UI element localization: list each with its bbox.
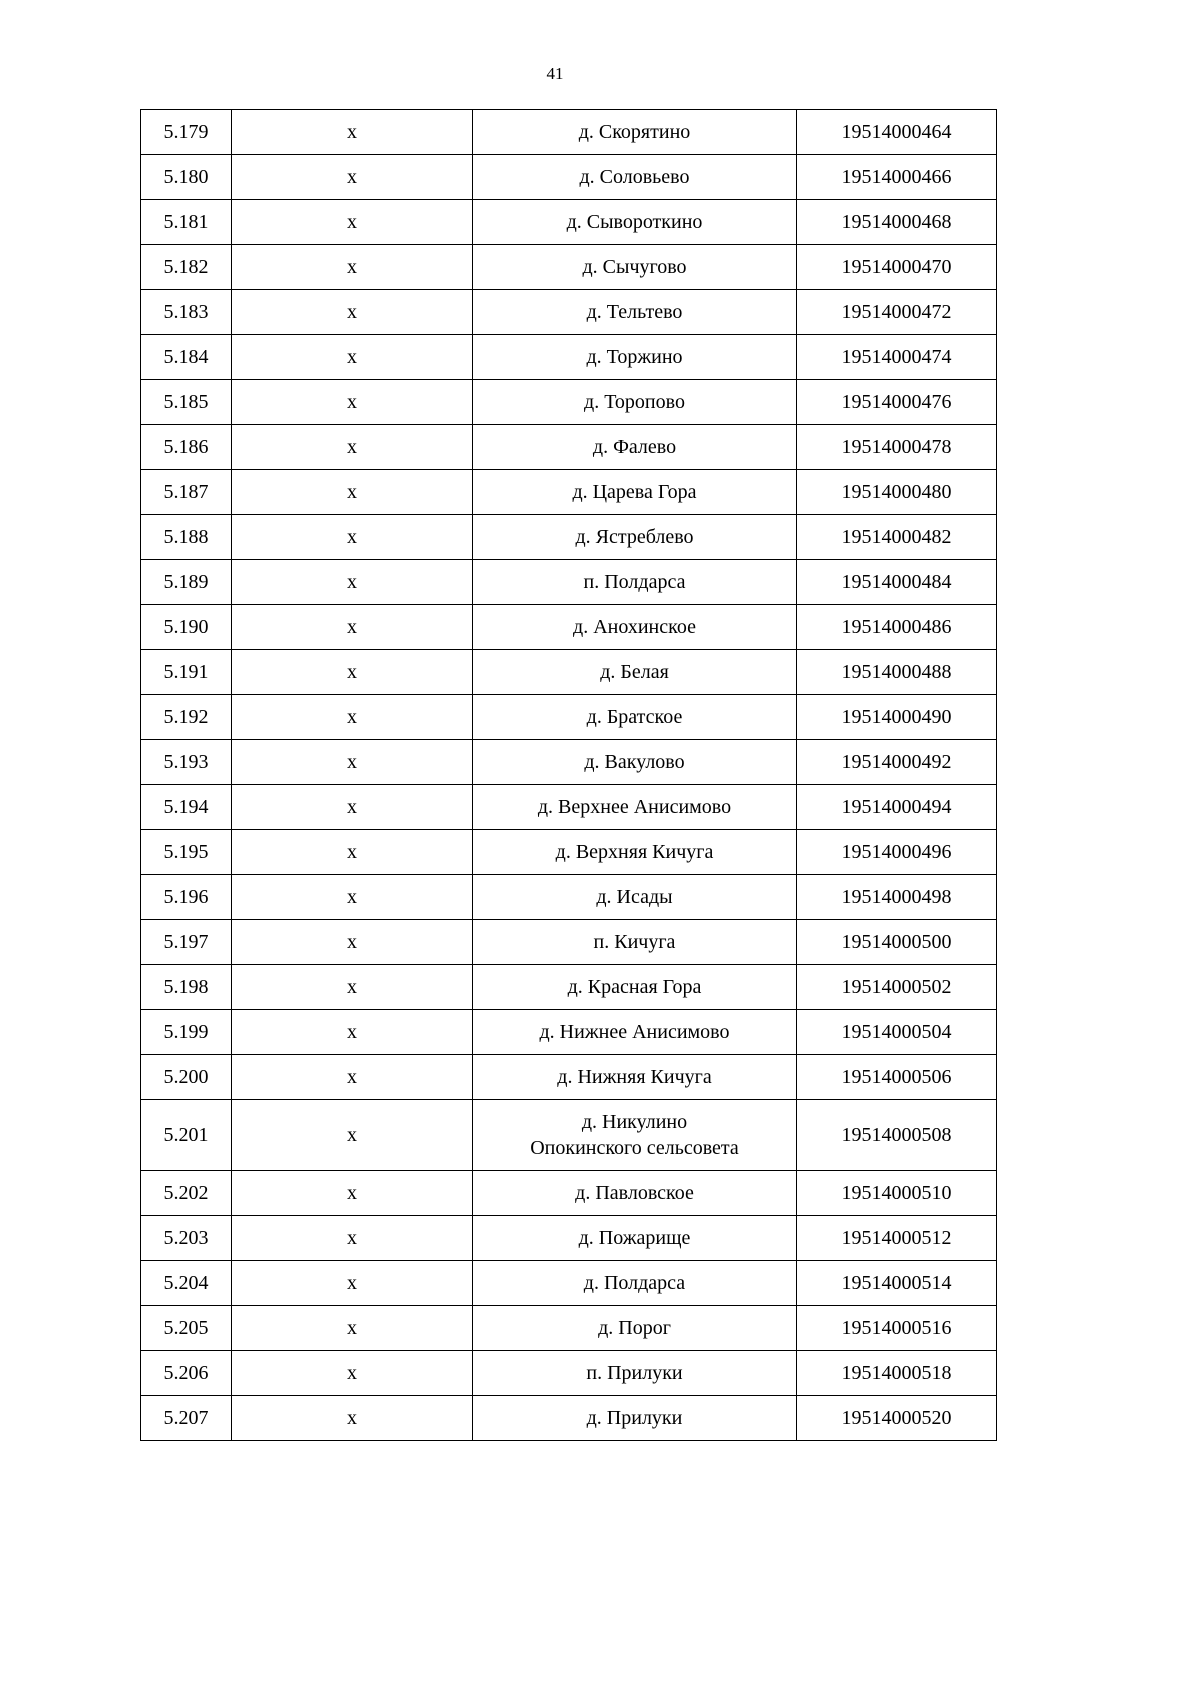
row-number-cell: 5.190: [141, 605, 232, 650]
oktmo-code-cell: 19514000498: [797, 875, 997, 920]
settlement-name-line: д. Павловское: [575, 1182, 694, 1204]
mark-cell: х: [232, 1216, 473, 1261]
mark-cell: х: [232, 1396, 473, 1441]
row-number-cell: 5.205: [141, 1306, 232, 1351]
settlement-name-cell: [473, 1306, 797, 1351]
row-number-cell: 5.184: [141, 335, 232, 380]
table-row: [141, 875, 997, 920]
settlement-name-cell: [473, 830, 797, 875]
mark-cell: х: [232, 560, 473, 605]
oktmo-code-cell: 19514000492: [797, 740, 997, 785]
row-number-cell: 5.189: [141, 560, 232, 605]
table-row: [141, 1055, 997, 1100]
settlement-name-cell: [473, 875, 797, 920]
table-row: [141, 695, 997, 740]
settlement-name-line: д. Фалево: [592, 436, 677, 458]
oktmo-code-cell: 19514000496: [797, 830, 997, 875]
settlement-name-cell: [473, 380, 797, 425]
row-number-cell: 5.179: [141, 110, 232, 155]
settlement-name-cell: [473, 245, 797, 290]
row-number-cell: 5.202: [141, 1171, 232, 1216]
settlement-name-line: д. Царева Гора: [572, 481, 697, 503]
settlement-name-cell: [473, 1351, 797, 1396]
table-row: [141, 335, 997, 380]
oktmo-code-cell: 19514000466: [797, 155, 997, 200]
oktmo-code-cell: 19514000486: [797, 605, 997, 650]
row-number-cell: 5.198: [141, 965, 232, 1010]
oktmo-code-cell: 19514000518: [797, 1351, 997, 1396]
table-row: [141, 200, 997, 245]
row-number-cell: 5.206: [141, 1351, 232, 1396]
mark-cell: х: [232, 1261, 473, 1306]
row-number-cell: 5.191: [141, 650, 232, 695]
oktmo-code-cell: 19514000474: [797, 335, 997, 380]
row-number-cell: 5.204: [141, 1261, 232, 1306]
settlement-name-cell: [473, 1396, 797, 1441]
row-number-cell: 5.183: [141, 290, 232, 335]
table-row: [141, 380, 997, 425]
settlement-name-cell: [473, 1216, 797, 1261]
settlement-name-line: д. Тельтево: [586, 301, 683, 323]
row-number-cell: 5.203: [141, 1216, 232, 1261]
oktmo-code-cell: 19514000464: [797, 110, 997, 155]
settlements-table: [140, 109, 997, 1441]
oktmo-code-cell: 19514000506: [797, 1055, 997, 1100]
settlement-name-line: Опокинского сельсовета: [530, 1137, 739, 1159]
settlement-name-line: п. Кичуга: [593, 931, 676, 953]
settlement-name-line: п. Прилуки: [586, 1362, 683, 1384]
row-number-cell: 5.186: [141, 425, 232, 470]
settlement-name-line: д. Соловьево: [579, 166, 690, 188]
oktmo-code-cell: 19514000508: [797, 1100, 997, 1171]
settlement-name-line: д. Сывороткино: [566, 211, 703, 233]
table-row: [141, 1306, 997, 1351]
oktmo-code-cell: 19514000502: [797, 965, 997, 1010]
mark-cell: х: [232, 965, 473, 1010]
oktmo-code-cell: 19514000500: [797, 920, 997, 965]
settlement-name-cell: [473, 425, 797, 470]
table-body: [141, 110, 997, 1441]
oktmo-code-cell: 19514000494: [797, 785, 997, 830]
table-row: [141, 425, 997, 470]
oktmo-code-cell: 19514000484: [797, 560, 997, 605]
row-number-cell: 5.185: [141, 380, 232, 425]
row-number-cell: 5.194: [141, 785, 232, 830]
table-row: [141, 1261, 997, 1306]
settlement-name-cell: [473, 965, 797, 1010]
row-number-cell: 5.201: [141, 1100, 232, 1171]
mark-cell: х: [232, 155, 473, 200]
settlement-name-cell: [473, 605, 797, 650]
mark-cell: х: [232, 920, 473, 965]
mark-cell: х: [232, 605, 473, 650]
mark-cell: х: [232, 875, 473, 920]
oktmo-code-cell: 19514000520: [797, 1396, 997, 1441]
settlement-name-cell: [473, 200, 797, 245]
settlement-name-line: д. Торопово: [584, 391, 685, 413]
mark-cell: х: [232, 200, 473, 245]
mark-cell: х: [232, 110, 473, 155]
table-row: [141, 290, 997, 335]
mark-cell: х: [232, 380, 473, 425]
table-row: [141, 470, 997, 515]
mark-cell: х: [232, 740, 473, 785]
table-row: [141, 560, 997, 605]
settlement-name-line: д. Скорятино: [578, 121, 691, 143]
settlement-name-cell: [473, 1100, 797, 1171]
row-number-cell: 5.187: [141, 470, 232, 515]
mark-cell: х: [232, 650, 473, 695]
table-row: [141, 1010, 997, 1055]
table-row: [141, 920, 997, 965]
settlement-name-line: д. Сычугово: [582, 256, 687, 278]
settlement-name-cell: [473, 515, 797, 560]
settlement-name-line: д. Полдарса: [583, 1272, 686, 1294]
table-row: [141, 785, 997, 830]
mark-cell: х: [232, 1010, 473, 1055]
settlement-name-cell: [473, 1010, 797, 1055]
settlement-name-cell: [473, 740, 797, 785]
table-row: [141, 245, 997, 290]
mark-cell: х: [232, 1171, 473, 1216]
settlement-name-cell: [473, 155, 797, 200]
row-number-cell: 5.180: [141, 155, 232, 200]
settlement-name-cell: [473, 1261, 797, 1306]
oktmo-code-cell: 19514000488: [797, 650, 997, 695]
oktmo-code-cell: 19514000516: [797, 1306, 997, 1351]
settlement-name-cell: [473, 650, 797, 695]
row-number-cell: 5.188: [141, 515, 232, 560]
mark-cell: х: [232, 1055, 473, 1100]
settlement-name-cell: [473, 1171, 797, 1216]
oktmo-code-cell: 19514000476: [797, 380, 997, 425]
oktmo-code-cell: 19514000478: [797, 425, 997, 470]
settlement-name-line: д. Никулино: [581, 1111, 688, 1133]
oktmo-code-cell: 19514000472: [797, 290, 997, 335]
settlement-name-line: д. Торжино: [586, 346, 683, 368]
row-number-cell: 5.207: [141, 1396, 232, 1441]
row-number-cell: 5.196: [141, 875, 232, 920]
oktmo-code-cell: 19514000468: [797, 200, 997, 245]
oktmo-code-cell: 19514000514: [797, 1261, 997, 1306]
settlement-name-line: д. Анохинское: [573, 616, 696, 638]
settlement-name-line: д. Нижнее Анисимово: [539, 1021, 730, 1043]
settlement-name-line: д. Белая: [600, 661, 669, 683]
row-number-cell: 5.182: [141, 245, 232, 290]
settlement-name-cell: [473, 335, 797, 380]
mark-cell: х: [232, 290, 473, 335]
table-row: [141, 605, 997, 650]
table-row: [141, 650, 997, 695]
settlement-name-line: п. Полдарса: [583, 571, 686, 593]
oktmo-code-cell: 19514000512: [797, 1216, 997, 1261]
table-row: [141, 110, 997, 155]
settlement-name-line: д. Братское: [586, 706, 683, 728]
row-number-cell: 5.195: [141, 830, 232, 875]
settlement-name-cell: [473, 920, 797, 965]
mark-cell: х: [232, 515, 473, 560]
table-row: [141, 1351, 997, 1396]
table-row: [141, 1171, 997, 1216]
row-number-cell: 5.199: [141, 1010, 232, 1055]
settlement-name-cell: [473, 695, 797, 740]
mark-cell: х: [232, 1351, 473, 1396]
table-row: [141, 1396, 997, 1441]
settlement-name-line: д. Прилуки: [586, 1407, 683, 1429]
mark-cell: х: [232, 335, 473, 380]
oktmo-code-cell: 19514000510: [797, 1171, 997, 1216]
settlement-name-line: д. Исады: [596, 886, 673, 908]
settlement-name-cell: [473, 290, 797, 335]
row-number-cell: 5.192: [141, 695, 232, 740]
mark-cell: х: [232, 695, 473, 740]
mark-cell: х: [232, 785, 473, 830]
settlement-name-line: д. Верхнее Анисимово: [537, 796, 732, 818]
table-row: [141, 740, 997, 785]
row-number-cell: 5.197: [141, 920, 232, 965]
table-row: [141, 1100, 997, 1171]
settlement-name-line: д. Нижняя Кичуга: [557, 1066, 712, 1088]
table-row: [141, 155, 997, 200]
mark-cell: х: [232, 245, 473, 290]
settlement-name-line: д. Красная Гора: [567, 976, 702, 998]
table-row: [141, 830, 997, 875]
oktmo-code-cell: 19514000480: [797, 470, 997, 515]
settlement-name-line: д. Пожарище: [578, 1227, 691, 1249]
oktmo-code-cell: 19514000482: [797, 515, 997, 560]
row-number-cell: 5.200: [141, 1055, 232, 1100]
settlement-name-cell: [473, 785, 797, 830]
settlement-name-cell: [473, 560, 797, 605]
settlement-name-line: д. Ястреблево: [575, 526, 694, 548]
table-row: [141, 1216, 997, 1261]
settlement-name-line: д. Вакулово: [584, 751, 685, 773]
mark-cell: х: [232, 830, 473, 875]
oktmo-code-cell: 19514000470: [797, 245, 997, 290]
settlement-name-cell: [473, 110, 797, 155]
settlement-name-cell: [473, 1055, 797, 1100]
mark-cell: х: [232, 470, 473, 515]
oktmo-code-cell: 19514000504: [797, 1010, 997, 1055]
settlement-name-cell: [473, 470, 797, 515]
settlement-name-line: д. Верхняя Кичуга: [555, 841, 714, 863]
mark-cell: х: [232, 425, 473, 470]
mark-cell: х: [232, 1306, 473, 1351]
settlement-name-line: д. Порог: [598, 1317, 671, 1339]
table-row: [141, 965, 997, 1010]
mark-cell: х: [232, 1100, 473, 1171]
table-row: [141, 515, 997, 560]
row-number-cell: 5.181: [141, 200, 232, 245]
row-number-cell: 5.193: [141, 740, 232, 785]
page-number: 41: [546, 64, 564, 83]
oktmo-code-cell: 19514000490: [797, 695, 997, 740]
